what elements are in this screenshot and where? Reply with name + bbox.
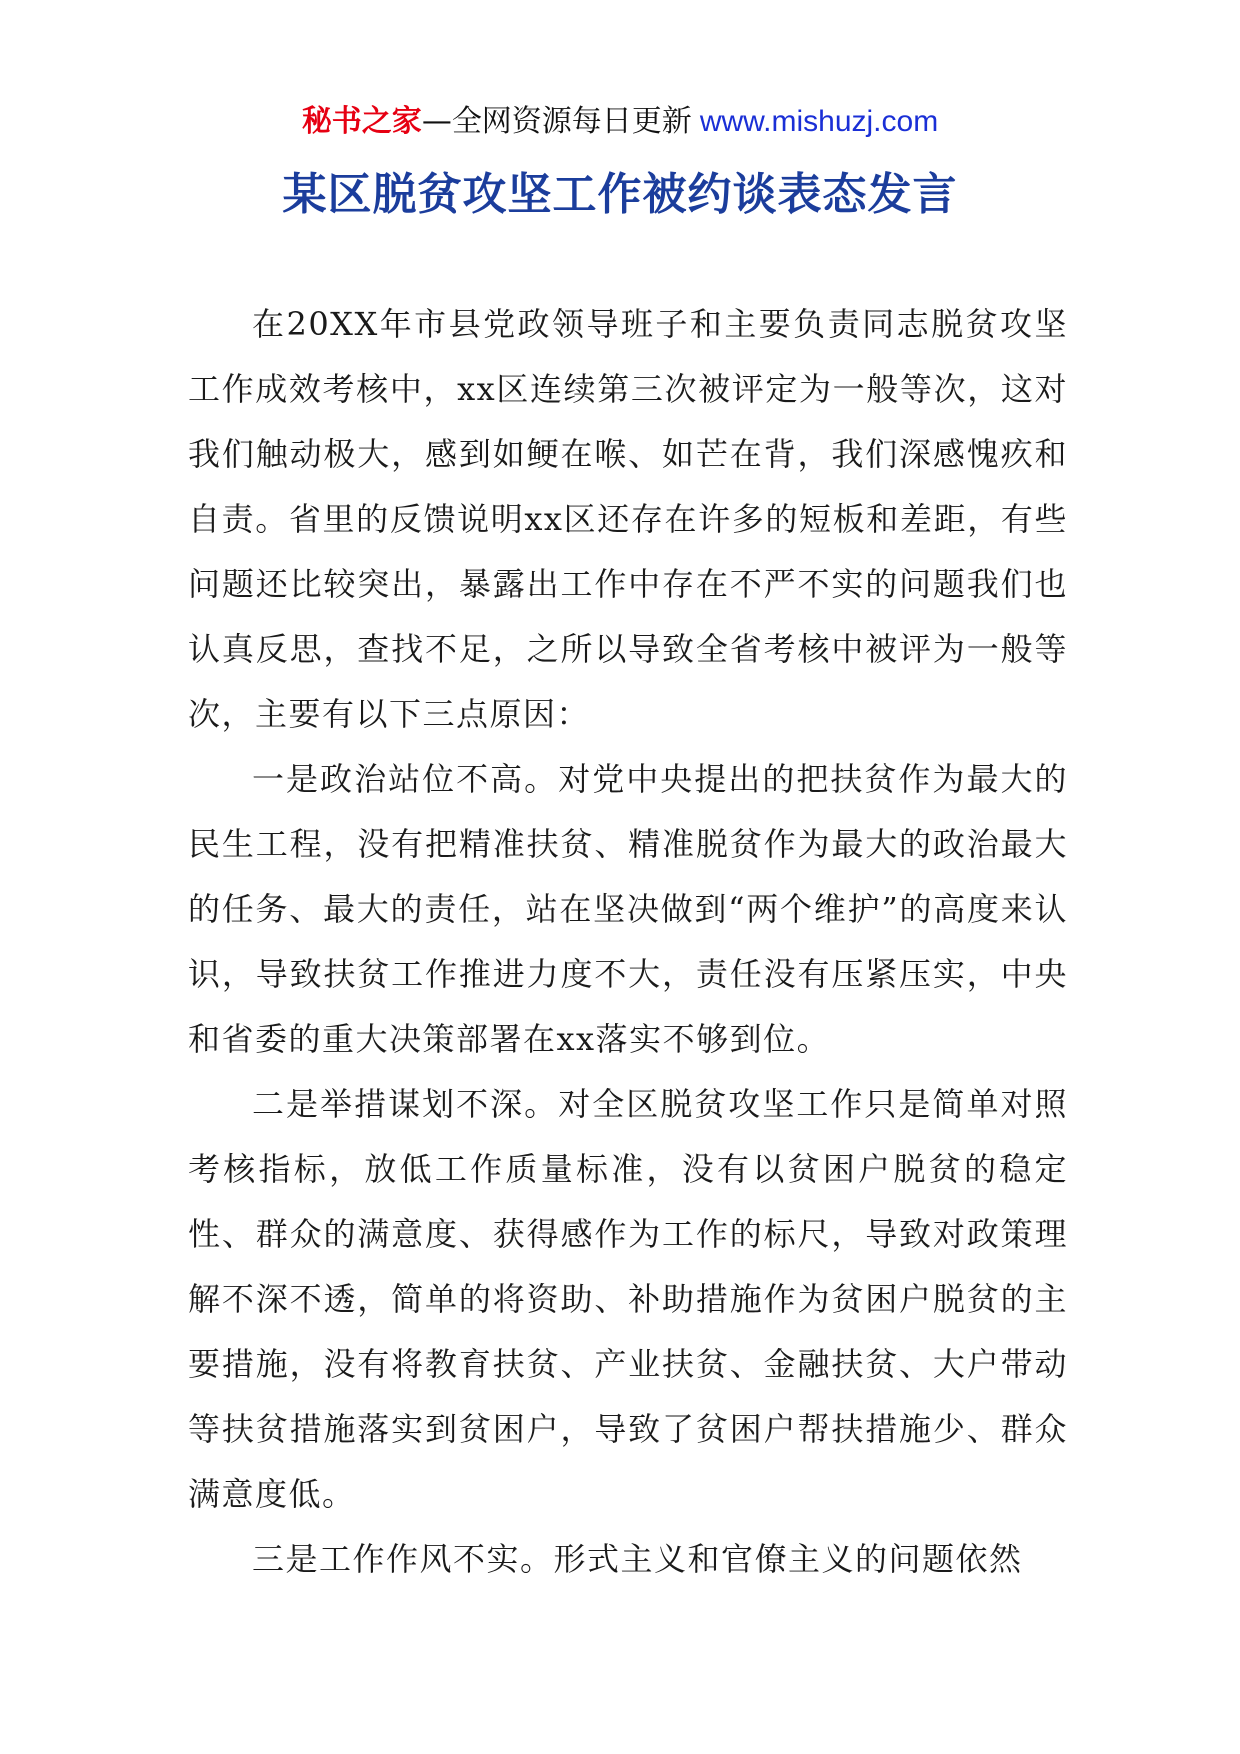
website-link[interactable]: www.mishuzj.com xyxy=(699,105,939,138)
paragraph-reason-1: 一是政治站位不高。对党中央提出的把扶贫作为最大的民生工程，没有把精准扶贫、精准脱贫作为最大的政治最大的任务、最大的责任，站在坚决做到“两个维护”的高度来认识，导致扶贫工作推进力度不大，责任没有压紧压实，中央和省委的重大决策部署在xx落实不够到位。 xyxy=(188,760,1068,1058)
document-body xyxy=(188,292,1068,1592)
brand-name: 秘书之家 xyxy=(301,104,422,139)
paragraph-reason-3: 三是工作作风不实。形式主义和官僚主义的问题依然 xyxy=(252,1540,1023,1578)
document-title: 某区脱贫攻坚工作被约谈表态发言 xyxy=(282,169,958,220)
paragraph-intro: 在20XX年市县党政领导班子和主要负责同志脱贫攻坚工作成效考核中，xx区连续第三次被评定为一般等次，这对我们触动极大，感到如鲠在喉、如芒在背，我们深感愧疚和自责。省里的反馈说明xx区还存在许多的短板和差距，有些问题还比较突出，暴露出工作中存在不严不实的问题我们也认真反思，查找不足，之所以导致全省考核中被评为一般等次，主要有以下三点原因： xyxy=(188,305,1068,733)
site-header xyxy=(0,102,1240,142)
header-tagline: —全网资源每日更新 xyxy=(421,104,692,139)
paragraph-reason-2: 二是举措谋划不深。对全区脱贫攻坚工作只是简单对照考核指标，放低工作质量标准，没有以贫困户脱贫的稳定性、群众的满意度、获得感作为工作的标尺，导致对政策理解不深不透，简单的将资助、补助措施作为贫困户脱贫的主要措施，没有将教育扶贫、产业扶贫、金融扶贫、大户带动等扶贫措施落实到贫困户，导致了贫困户帮扶措施少、群众满意度低。 xyxy=(188,1085,1068,1513)
